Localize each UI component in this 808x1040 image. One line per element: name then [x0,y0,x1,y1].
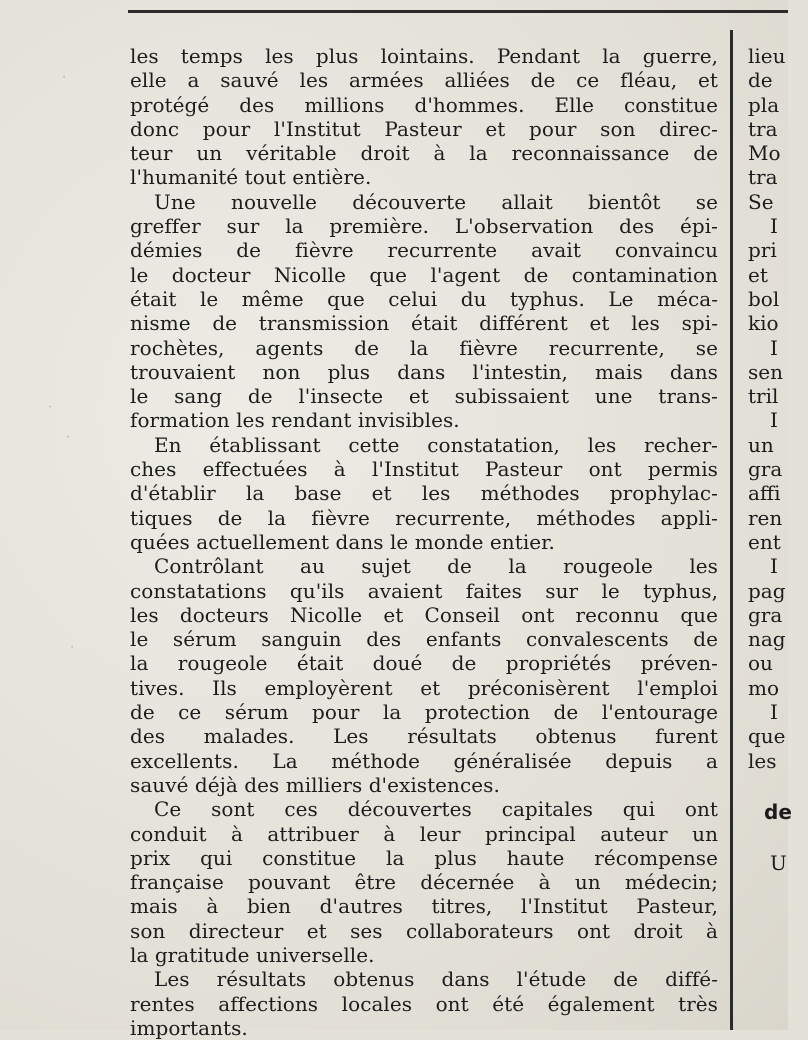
text-line: formation les rendant invisibles. [130,408,460,433]
text-line: rochètes, agents de la fièvre recurrente, se [130,335,718,360]
text-line: prix qui constitue la plus haute récompense [130,845,718,870]
text-line: sauvé déjà des milliers d'existences. [130,772,500,797]
text-line: teur un véritable droit à la reconnaissance de [130,141,718,166]
top-rule [128,10,788,13]
text-line-fragment: pla [748,92,780,117]
text-line: l'humanité tout entière. [130,165,372,190]
text-line-fragment: bol [748,286,780,311]
text-line: Ce sont ces découvertes capitales qui ont [154,797,718,822]
margin-mark: · [62,70,67,85]
text-line-fragment: I [770,408,778,433]
text-line: ches effectuées à l'Institut Pasteur ont permis [130,457,718,482]
text-line-fragment: un [748,432,774,457]
text-line-fragment: et [748,262,768,287]
text-line: tives. Ils employèrent et préconisèrent l'emploi [130,675,718,700]
text-line: trouvaient non plus dans l'intestin, mais dans [130,359,718,384]
margin-mark: · [48,400,53,415]
text-line: était le même que celui du typhus. Le méca- [130,286,718,311]
text-line-fragment: tra [748,116,778,141]
text-line-fragment: tra [748,165,778,190]
text-line-fragment: kio [748,311,779,336]
text-line-fragment: I [770,554,778,579]
text-line-fragment: ren [748,505,783,530]
text-line-fragment: I [770,700,778,725]
text-line-fragment: ent [748,529,781,554]
article-column-right [748,44,808,875]
column-divider [730,30,733,1030]
text-line-fragment: nag [748,627,786,652]
text-line-fragment: que [748,724,786,749]
text-line-fragment: U [770,850,787,875]
text-line-fragment: mo [748,675,780,700]
text-line: Les résultats obtenus dans l'étude de diffé- [154,967,718,992]
text-line: le sérum sanguin des enfants convalescents de [130,627,718,652]
text-line: excellents. La méthode généralisée depuis a [130,748,718,773]
spacer [748,827,808,851]
text-line: nisme de transmission était différent et les spi- [130,311,718,336]
text-line: donc pour l'Institut Pasteur et pour son direc- [130,116,718,141]
text-line-fragment: les [748,748,777,773]
text-line: son directeur et ses collaborateurs ont droit à [130,918,718,943]
text-line: greffer sur la première. L'observation des épi- [130,214,718,239]
text-line: le sang de l'insecte et subissaient une trans- [130,384,718,409]
text-line: tiques de la fièvre recurrente, méthodes appli- [130,505,718,530]
text-line: d'établir la base et les méthodes prophylac- [130,481,718,506]
article-column-left [130,44,718,1040]
text-line: Une nouvelle découverte allait bientôt se [154,189,718,214]
text-line: les docteurs Nicolle et Conseil ont reconnu que [130,602,718,627]
text-line: de ce sérum pour la protection de l'entourage [130,700,718,725]
text-line: elle a sauvé les armées alliées de ce fléau, et [130,68,718,93]
text-line: importants. [130,1015,248,1040]
text-line: la rougeole était doué de propriétés préven- [130,651,718,676]
text-line-fragment: Se [748,189,774,214]
text-line: Contrôlant au sujet de la rougeole les [154,554,718,579]
text-line: mais à bien d'autres titres, l'Institut Pasteur, [130,894,718,919]
text-line-fragment: pag [748,578,786,603]
text-line-fragment: affi [748,481,781,506]
margin-mark: · [66,430,71,445]
text-line-fragment: I [770,214,778,239]
text-line: des malades. Les résultats obtenus furent [130,724,718,749]
text-line: En établissant cette constatation, les recher- [154,432,718,457]
text-line: démies de fièvre recurrente avait convaincu [130,238,718,263]
text-line-fragment: gra [748,457,783,482]
margin-mark: · [70,640,75,655]
text-line-fragment: ou [748,651,773,676]
text-line: rentes affections locales ont été également très [130,991,718,1016]
spacer [748,773,808,797]
text-line: la gratitude universelle. [130,942,375,967]
text-line-fragment: lieu [748,44,786,68]
section-heading-fragment: de [764,799,792,824]
text-line: française pouvant être décernée à un médecin; [130,870,718,895]
text-line-fragment: de [748,68,773,93]
text-line: conduit à attribuer à leur principal auteur un [130,821,718,846]
text-line: les temps les plus lointains. Pendant la guerre, [130,44,718,68]
text-line-fragment: sen [748,359,783,384]
text-line: protégé des millions d'hommes. Elle constitue [130,92,718,117]
text-line-fragment: I [770,335,778,360]
text-line-fragment: Mo [748,141,781,166]
text-line-fragment: pri [748,238,777,263]
text-line-fragment: tril [748,384,779,409]
text-line-fragment: gra [748,602,783,627]
text-line: le docteur Nicolle que l'agent de contamination [130,262,718,287]
text-line: constatations qu'ils avaient faites sur le typhus, [130,578,718,603]
text-line: quées actuellement dans le monde entier. [130,529,555,554]
